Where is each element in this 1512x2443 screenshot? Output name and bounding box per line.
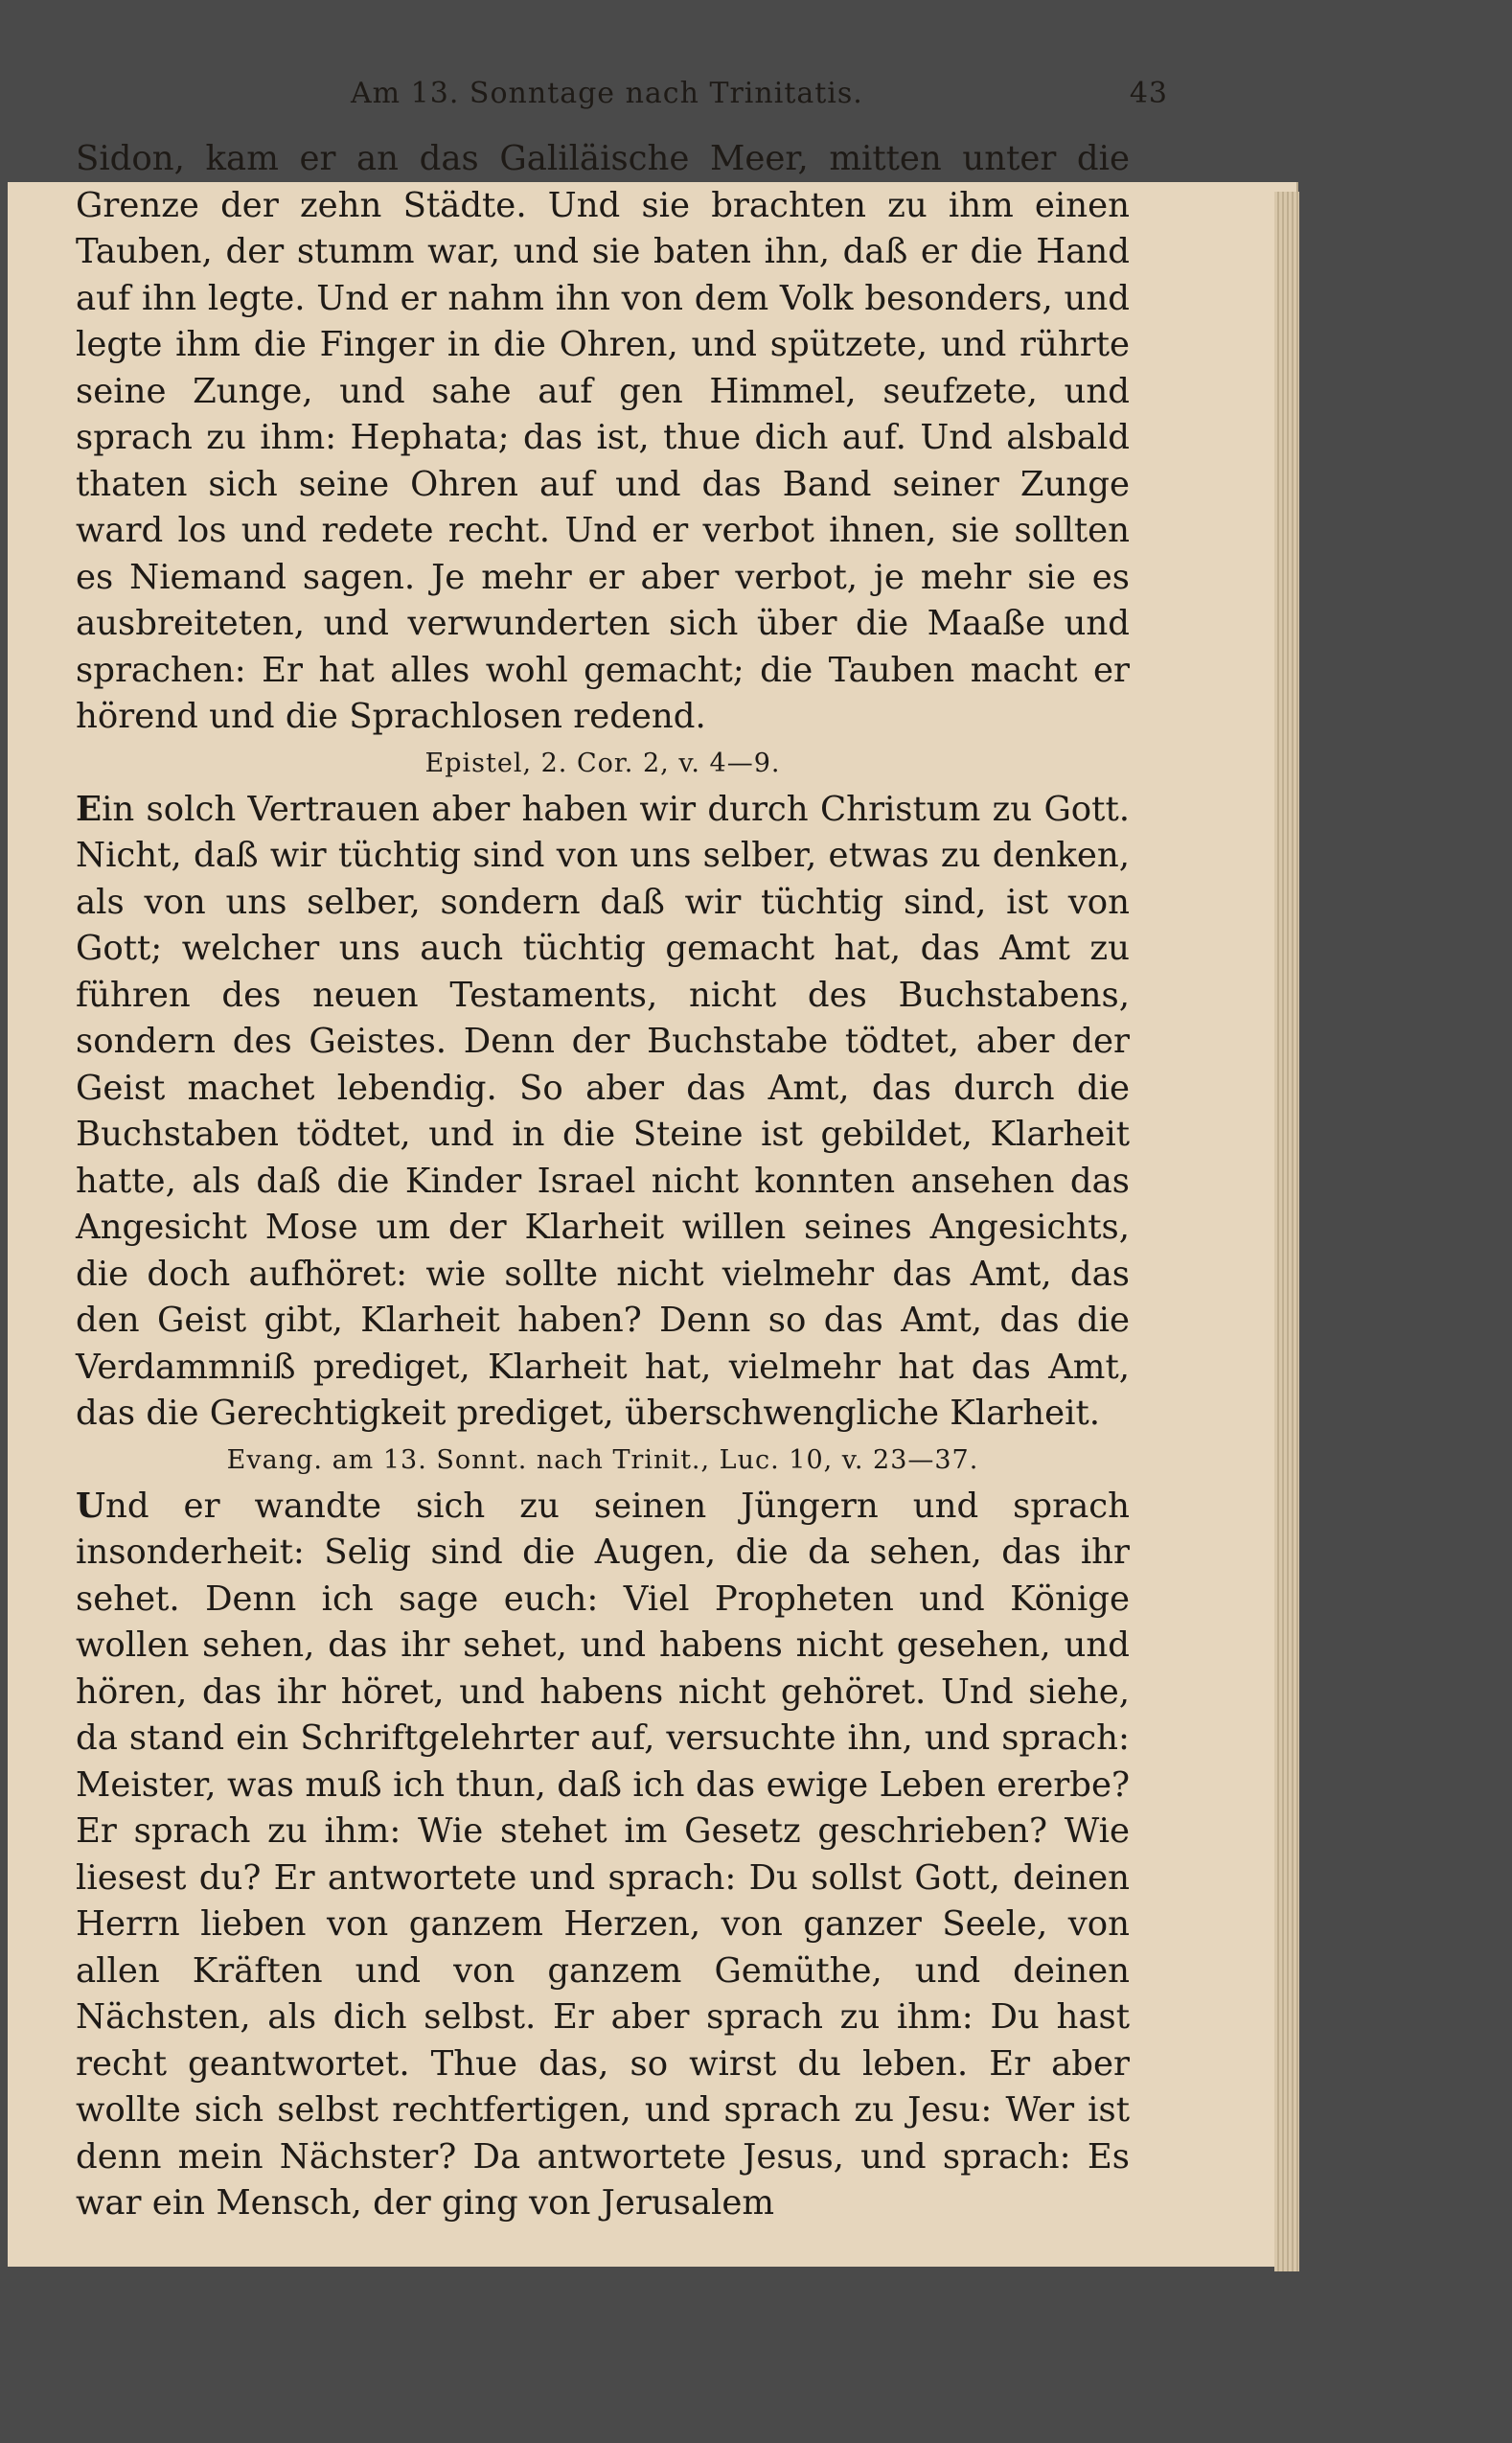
text-column	[76, 77, 1168, 2227]
gospel-initial: U	[76, 1486, 105, 1526]
gospel-continuation-paragraph: Sidon, kam er an das Galiläische Meer, mitten unter die Grenze der zehn Städte. Und sie brachten zu ihm einen Tauben, der stumm war, und sie baten ihn, daß er die Hand auf ihn legte. Und er nahm ihn von dem Volk besonders, und legte ihm die Finger in die Ohren, und spützete, und rührte seine Zunge, und sahe auf gen Himmel, seufzete, und sprach zu ihm: Hephata; das ist, thue dich auf. Und alsbald thaten sich seine Ohren auf und das Band seiner Zunge ward los und redete recht. Und er verbot ihnen, sie sollten es Niemand sagen. Je mehr er aber verbot, je mehr sie es ausbreiteten, und verwunderten sich über die Maaße und sprachen: Er hat alles wohl gemacht; die Tauben macht er hörend und die Sprachlosen redend.	[76, 139, 1130, 736]
page-number: 43	[1129, 77, 1168, 110]
page-edge	[1274, 192, 1299, 2271]
epistle-paragraph	[76, 787, 1130, 1438]
running-header	[76, 77, 1168, 136]
header-title: Am 13. Sonntage nach Trinitatis.	[351, 77, 863, 110]
gospel-paragraph	[76, 1484, 1130, 2227]
gospel-reference: Evang. am 13. Sonnt. nach Trinit., Luc. 10, v. 23—37.	[226, 1444, 979, 1475]
epistle-initial: E	[76, 789, 103, 829]
epistle-reference: Epistel, 2. Cor. 2, v. 4—9.	[424, 748, 781, 778]
epistle-text: in solch Vertrauen aber haben wir durch Christum zu Gott. Nicht, daß wir tüchtig sind von uns selber, etwas zu denken, als von uns selber, sondern daß wir tüchtig sind, ist von Gott; welcher uns auch tüchtig gemacht hat, das Amt zu führen des neuen Testaments, nicht des Buchstabens, sondern des Geistes. Denn der Buchstabe tödtet, aber der Geist machet lebendig. So aber das Amt, das durch die Buchstaben tödtet, und in die Steine ist gebildet, Klarheit hatte, als daß die Kinder Israel nicht konnten ansehen das Angesicht Mose um der Klarheit willen seines Angesichts, die doch aufhöret: wie sollte nicht vielmehr das Amt, das den Geist gibt, Klarheit haben? Denn so das Amt, das die Verdammniß prediget, Klarheit hat, vielmehr hat das Amt, das die Gerechtigkeit prediget, überschwengliche Klarheit.	[76, 789, 1130, 1433]
gospel-text: nd er wandte sich zu seinen Jüngern und sprach insonderheit: Selig sind die Augen, die da sehen, das ihr sehet. Denn ich sage euch: Viel Propheten und Könige wollen sehen, das ihr sehet, und habens nicht gesehen, und hören, das ihr höret, und habens nicht gehöret. Und siehe, da stand ein Schriftgelehrter auf, versuchte ihn, und sprach: Meister, was muß ich thun, daß ich das ewige Leben ererbe? Er sprach zu ihm: Wie stehet im Gesetz geschrieben? Wie liesest du? Er antwortete und sprach: Du sollst Gott, deinen Herrn lieben von ganzem Herzen, von ganzer Seele, von allen Kräften und von ganzem Gemüthe, und deinen Nächsten, als dich selbst. Er aber sprach zu ihm: Du hast recht geantwortet. Thue das, so wirst du leben. Er aber wollte sich selbst rechtfertigen, und sprach zu Jesu: Wer ist denn mein Nächster? Da antwortete Jesus, und sprach: Es war ein Mensch, der ging von Jerusalem	[76, 1486, 1130, 2223]
